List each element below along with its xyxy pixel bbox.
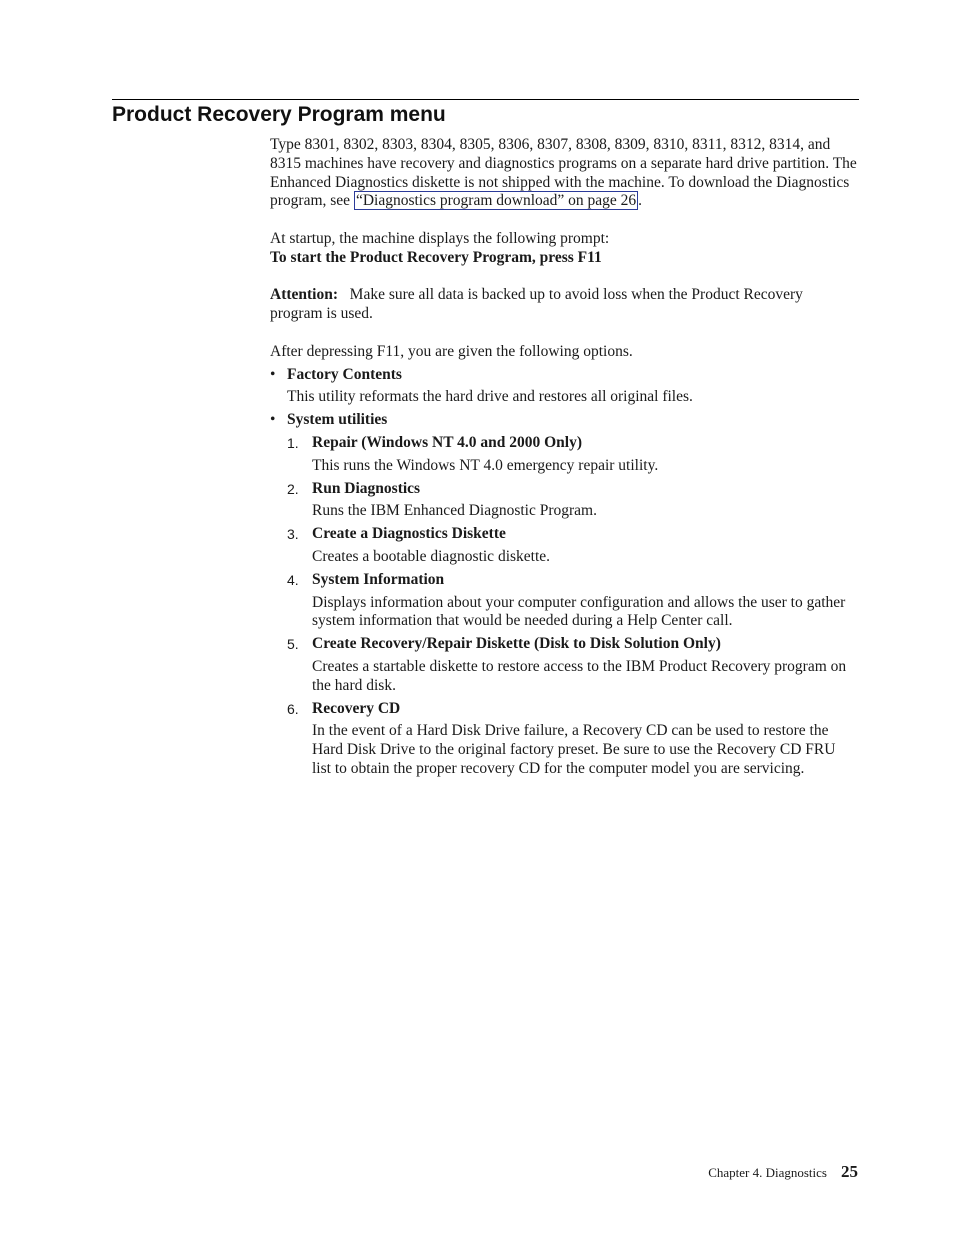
heading-rule — [112, 99, 859, 100]
list-item-title: Run Diagnostics — [312, 479, 421, 497]
list-number: 1. — [287, 434, 299, 451]
list-number: 4. — [287, 571, 299, 588]
list-item — [287, 434, 858, 476]
attention-label: Attention: — [270, 286, 339, 304]
list-item — [287, 571, 858, 631]
diagnostics-download-link[interactable]: “Diagnostics program download” on page 26 — [355, 192, 637, 210]
page-title: Product Recovery Program menu — [112, 103, 446, 126]
main-content — [270, 136, 858, 779]
list-number: 3. — [287, 526, 299, 543]
list-item-title: Create Recovery/Repair Diskette (Disk to Disk Solution Only) — [312, 635, 721, 653]
list-item-description: Displays information about your computer configuration and allows the user to gather system information that would be needed during a Help Center call. — [312, 593, 846, 630]
footer-chapter: Chapter 4. Diagnostics — [708, 1165, 827, 1180]
bullet-icon: • — [270, 365, 276, 383]
page-footer — [708, 1162, 858, 1183]
list-item-description: This runs the Windows NT 4.0 emergency repair utility. — [312, 456, 659, 474]
intro-paragraph — [270, 136, 858, 211]
list-item-title: Recovery CD — [312, 699, 401, 717]
list-item-description: In the event of a Hard Disk Drive failure, a Recovery CD can be used to restore the Hard Disk Drive to the original factory preset. Be sure to use the Recovery CD FRU list to obtain the proper recovery CD for the computer model you are servicing. — [312, 722, 836, 777]
bullet-icon: • — [270, 411, 276, 429]
list-number: 6. — [287, 700, 299, 717]
option-title: Factory Contents — [287, 365, 402, 383]
option-factory-contents — [270, 366, 858, 408]
intro-end: . — [638, 192, 643, 210]
system-utilities-list — [287, 434, 858, 779]
page-number: 25 — [841, 1162, 858, 1181]
option-system-utilities — [270, 411, 858, 779]
list-item-description: Runs the IBM Enhanced Diagnostic Program. — [312, 502, 597, 520]
list-item — [287, 700, 858, 779]
attention-text: Make sure all data is backed up to avoid loss when the Product Recovery program is used. — [270, 286, 803, 323]
list-item-description: Creates a startable diskette to restore access to the IBM Product Recovery program on the hard disk. — [312, 657, 847, 694]
list-item — [287, 635, 858, 695]
attention-paragraph — [270, 286, 858, 324]
options-intro: After depressing F11, you are given the following options. — [270, 342, 633, 360]
list-item-description: Creates a bootable diagnostic diskette. — [312, 547, 551, 565]
list-number: 5. — [287, 636, 299, 653]
list-item — [287, 525, 858, 567]
startup-prompt: To start the Product Recovery Program, press F11 — [270, 248, 602, 266]
intro-text: Type 8301, 8302, 8303, 8304, 8305, 8306, 8307, 8308, 8309, 8310, 8311, 8312, 8314, and 8315 machines have recovery and diagnostics programs on a separate hard drive partition. The Enhanced Diagnostics diskette is not shipped with the machine. To download the Diagnostics program, see — [270, 136, 857, 210]
list-item-title: System Information — [312, 570, 445, 588]
list-number: 2. — [287, 480, 299, 497]
startup-text: At startup, the machine displays the following prompt: — [270, 229, 610, 247]
list-item-title: Repair (Windows NT 4.0 and 2000 Only) — [312, 433, 583, 451]
list-item — [287, 480, 858, 522]
list-item-title: Create a Diagnostics Diskette — [312, 525, 506, 543]
option-title: System utilities — [287, 411, 388, 429]
option-description: This utility reformats the hard drive and restores all original files. — [287, 388, 693, 406]
